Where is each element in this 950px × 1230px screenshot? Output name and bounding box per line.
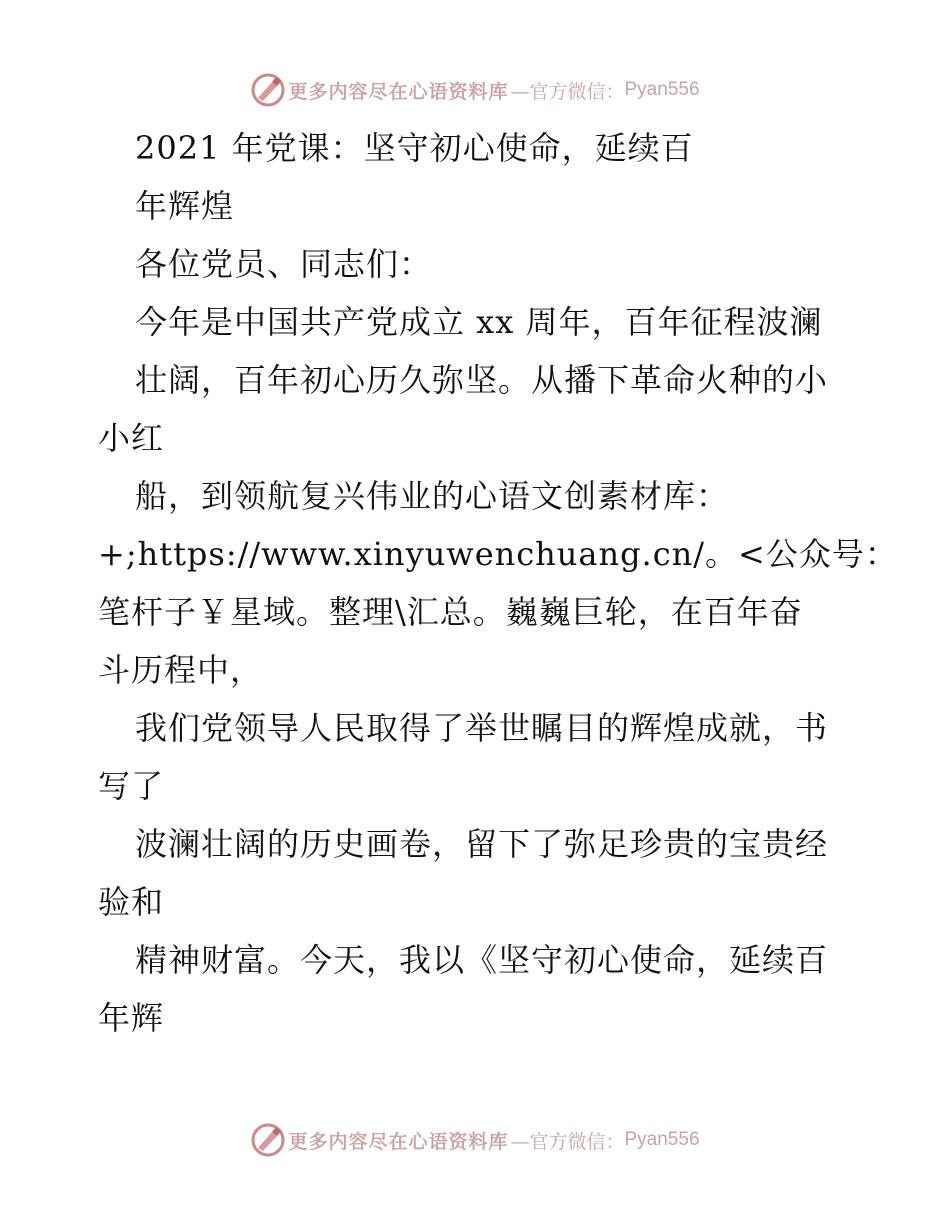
banner-wechat-id: Pyan556 <box>624 1129 700 1150</box>
doc-line: 斗历程中， <box>98 651 264 689</box>
doc-line: 年辉 <box>98 999 165 1037</box>
doc-line: 精神财富。今天，我以《坚守初心使命，延续百 <box>135 941 829 979</box>
header-watermark-banner <box>0 70 950 110</box>
doc-line: 壮阔，百年初心历久弥坚。从播下革命火种的小 <box>135 361 829 399</box>
doc-line: 笔杆子￥星域。整理\汇总。巍巍巨轮，在百年奋 <box>98 593 803 631</box>
banner-wechat-id: Pyan556 <box>624 79 700 100</box>
doc-line: 各位党员、同志们： <box>135 245 433 283</box>
doc-line: 写了 <box>98 767 165 805</box>
doc-line: 验和 <box>98 883 165 921</box>
doc-line: 船，到领航复兴伟业的心语文创素材库： <box>135 477 730 515</box>
pen-logo-icon <box>250 1122 286 1158</box>
doc-line: 2021 年党课：坚守初心使命，延续百 <box>135 129 694 167</box>
doc-line: 今年是中国共产党成立 xx 周年，百年征程波澜 <box>135 303 823 341</box>
banner-dash-text: —官方微信： <box>510 80 625 103</box>
banner-main-text: 更多内容尽在心语资料库 <box>288 1130 509 1153</box>
doc-line: 年辉煌 <box>135 187 235 225</box>
doc-line: 波澜壮阔的历史画卷，留下了弥足珍贵的宝贵经 <box>135 825 829 863</box>
doc-line: +;https://www.xinyuwenchuang.cn/。<公众号： <box>98 535 898 573</box>
doc-line: 小红 <box>98 419 165 457</box>
footer-watermark-banner <box>0 1120 950 1160</box>
banner-main-text: 更多内容尽在心语资料库 <box>288 80 509 103</box>
banner-dash-text: —官方微信： <box>510 1130 625 1153</box>
doc-line: 我们党领导人民取得了举世瞩目的辉煌成就，书 <box>135 709 829 747</box>
pen-logo-icon <box>250 72 286 108</box>
